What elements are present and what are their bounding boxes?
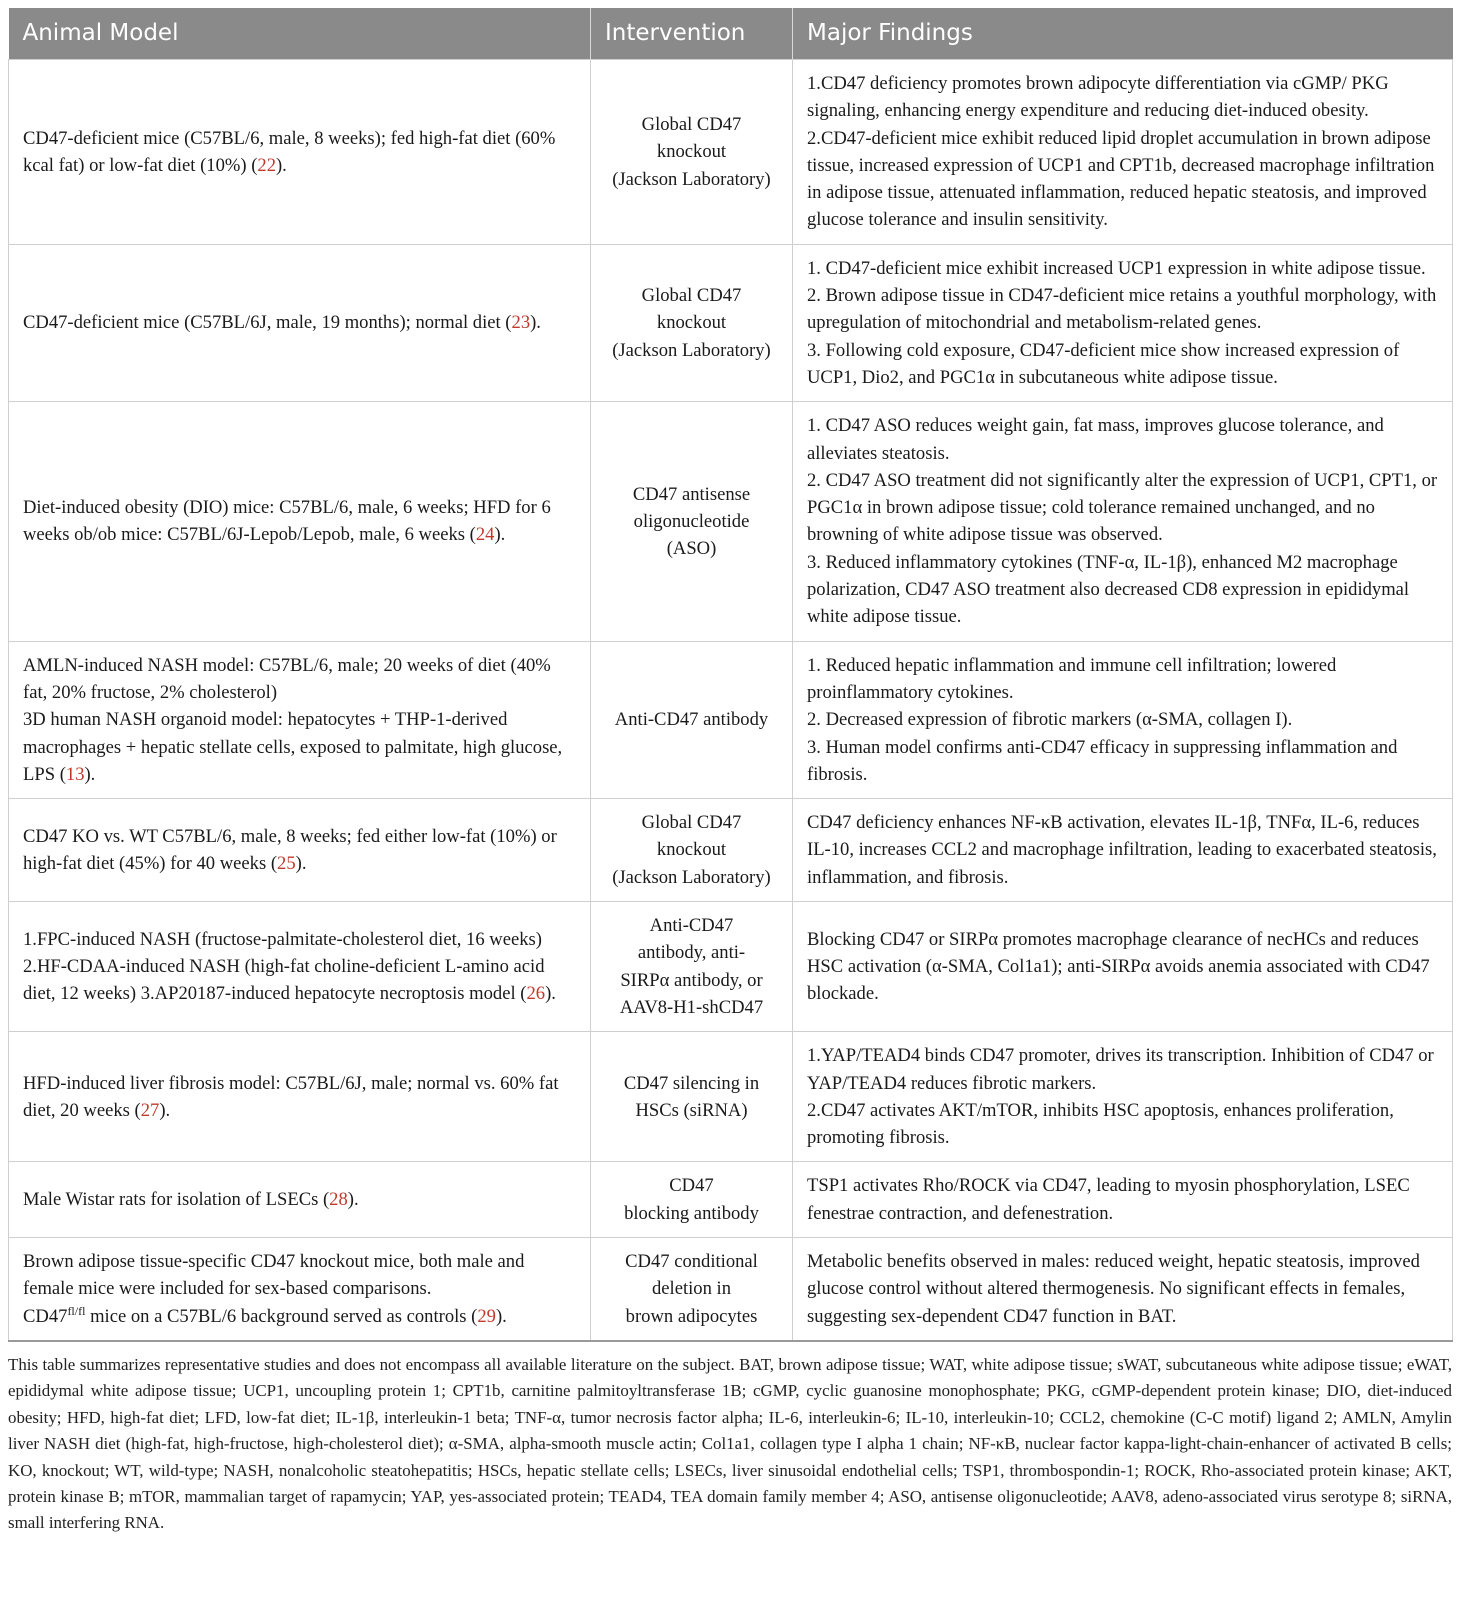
- reference-link[interactable]: 29: [477, 1305, 496, 1327]
- findings-table: [8, 8, 1453, 1342]
- finding-item: 1. CD47 ASO reduces weight gain, fat mass, improves glucose tolerance, and alleviates steatosis.: [807, 415, 1384, 464]
- table-container: [8, 8, 1452, 1537]
- animal-model-text: CD47-deficient mice (C57BL/6, male, 8 weeks); fed high-fat diet (60% kcal fat) or low-fat diet (10%) (22).: [23, 127, 556, 176]
- table-header-row: [9, 8, 1453, 60]
- animal-model-text: CD47-deficient mice (C57BL/6J, male, 19 months); normal diet (23).: [23, 312, 541, 334]
- finding-item: 2. Brown adipose tissue in CD47-deficient mice retains a youthful morphology, with upregulation of mitochondrial and metabolism-related genes.: [807, 285, 1437, 334]
- intervention-line: deletion in: [651, 1278, 731, 1300]
- animal-model-text: 1.FPC-induced NASH (fructose-palmitate-cholesterol diet, 16 weeks) 2.HF-CDAA-induced NASH (high-fat choline-deficient L-amino acid diet, 12 weeks) 3.AP20187-induced hepatocyte necroptosis model (26).: [23, 928, 556, 1005]
- major-findings-cell: [793, 799, 1453, 902]
- finding-item: TSP1 activates Rho/ROCK via CD47, leading to myosin phosphorylation, LSEC fenestrae contraction, and defenestration.: [807, 1175, 1410, 1224]
- animal-model-text: Diet-induced obesity (DIO) mice: C57BL/6, male, 6 weeks; HFD for 6 weeks ob/ob mice: C57BL/6J-Lepob/Lepob, male, 6 weeks (24).: [23, 497, 551, 546]
- table-row: [9, 902, 1453, 1032]
- intervention-line: oligonucleotide: [633, 510, 750, 532]
- intervention-line: Global CD47: [641, 812, 742, 834]
- intervention-line: (ASO): [666, 538, 717, 560]
- header-major-findings: Major Findings: [793, 8, 1453, 60]
- finding-item: 1. Reduced hepatic inflammation and immune cell infiltration; lowered proinflammatory cytokines.: [807, 654, 1337, 703]
- animal-model-line: Brown adipose tissue-specific CD47 knockout mice, both male and female mice were included for sex-based comparisons.: [23, 1250, 525, 1300]
- table-row: [9, 641, 1453, 798]
- reference-link[interactable]: 13: [65, 763, 85, 785]
- animal-model-text: HFD-induced liver fibrosis model: C57BL/6J, male; normal vs. 60% fat diet, 20 weeks (27).: [23, 1072, 559, 1121]
- intervention-line: (Jackson Laboratory): [612, 168, 771, 190]
- animal-model-cell: [9, 402, 591, 641]
- animal-model-line: AMLN-induced NASH model: C57BL/6, male; 20 weeks of diet (40% fat, 20% fructose, 2% cholesterol): [23, 654, 551, 703]
- finding-item: 1. CD47-deficient mice exhibit increased UCP1 expression in white adipose tissue.: [807, 257, 1426, 279]
- finding-item: 2. Decreased expression of fibrotic markers (α-SMA, collagen I).: [807, 709, 1293, 731]
- intervention-line: SIRPα antibody, or: [620, 969, 763, 991]
- animal-model-cell: [9, 244, 591, 401]
- finding-item: 3. Reduced inflammatory cytokines (TNF-α, IL-1β), enhanced M2 macrophage polarization, CD47 ASO treatment also decreased CD8 expression in epididymal white adipose tissue.: [807, 551, 1410, 628]
- reference-link[interactable]: 27: [140, 1099, 160, 1121]
- intervention-line: CD47 silencing in: [623, 1072, 760, 1094]
- major-findings-cell: [793, 244, 1453, 401]
- intervention-cell: [591, 244, 793, 401]
- animal-model-text: 3D human NASH organoid model: hepatocytes + THP-1-derived macrophages + hepatic stellate cells, exposed to palmitate, high glucose, LPS (13).: [23, 709, 563, 785]
- reference-link[interactable]: 26: [526, 983, 546, 1005]
- table-row: [9, 1162, 1453, 1238]
- table-row: [9, 244, 1453, 401]
- intervention-cell: [591, 60, 793, 245]
- major-findings-cell: [793, 60, 1453, 245]
- intervention-line: antibody, anti-: [637, 942, 746, 964]
- intervention-line: Global CD47: [641, 285, 742, 307]
- finding-item: 2.CD47 activates AKT/mTOR, inhibits HSC apoptosis, enhances proliferation, promoting fibrosis.: [807, 1099, 1394, 1149]
- reference-link[interactable]: 28: [329, 1189, 348, 1211]
- major-findings-cell: [793, 1032, 1453, 1162]
- finding-item: CD47 deficiency enhances NF-κB activation, elevates IL-1β, TNFα, IL-6, reduces IL-10, increases CCL2 and macrophage infiltration, leading to exacerbated steatosis, inflammation, and fibrosis.: [807, 812, 1437, 888]
- finding-item: 1.CD47 deficiency promotes brown adipocyte differentiation via cGMP/ PKG signaling, enhancing energy expenditure and reducing diet-induced obesity.: [807, 73, 1389, 122]
- intervention-cell: [591, 799, 793, 902]
- intervention-cell: [591, 1237, 793, 1340]
- reference-link[interactable]: 24: [475, 524, 495, 546]
- finding-item: Blocking CD47 or SIRPα promotes macrophage clearance of necHCs and reduces HSC activation (α-SMA, Col1a1); anti-SIRPα avoids anemia associated with CD47 blockade.: [807, 928, 1430, 1005]
- animal-model-text: $CD47^{fl/fl}$ mice on a C57BL/6 background served as controls (29).: [23, 1303, 507, 1327]
- intervention-line: HSCs (siRNA): [635, 1099, 748, 1121]
- major-findings-cell: [793, 1237, 1453, 1340]
- major-findings-cell: [793, 1162, 1453, 1238]
- table-body: [9, 60, 1453, 1341]
- reference-link[interactable]: 25: [277, 853, 296, 875]
- intervention-line: Global CD47: [641, 113, 742, 135]
- header-intervention: Intervention: [591, 8, 793, 60]
- animal-model-text: Male Wistar rats for isolation of LSECs (28).: [23, 1189, 359, 1211]
- intervention-line: Anti-CD47: [649, 915, 734, 937]
- finding-item: 3. Following cold exposure, CD47-deficient mice show increased expression of UCP1, Dio2, and PGC1α in subcutaneous white adipose tissue.: [807, 339, 1400, 388]
- table-row: [9, 799, 1453, 902]
- finding-item: 2.CD47-deficient mice exhibit reduced lipid droplet accumulation in brown adipose tissue, increased expression of UCP1 and CPT1b, decreased macrophage infiltration in adipose tissue, attenuated inflammation, reduced hepatic steatosis, and improved glucose tolerance and insulin sensitivity.: [807, 127, 1435, 231]
- table-row: [9, 1237, 1453, 1340]
- intervention-cell: [591, 1162, 793, 1238]
- animal-model-cell: [9, 641, 591, 798]
- animal-model-cell: [9, 799, 591, 902]
- table-row: [9, 60, 1453, 245]
- intervention-line: (Jackson Laboratory): [612, 866, 771, 888]
- intervention-line: knockout: [656, 839, 727, 861]
- intervention-line: CD47: [669, 1175, 714, 1197]
- intervention-line: brown adipocytes: [625, 1305, 758, 1327]
- animal-model-cell: [9, 1237, 591, 1340]
- finding-item: 1.YAP/TEAD4 binds CD47 promoter, drives its transcription. Inhibition of CD47 or YAP/TEAD4 reduces fibrotic markers.: [807, 1045, 1434, 1094]
- animal-model-cell: [9, 1032, 591, 1162]
- reference-link[interactable]: 23: [511, 312, 531, 334]
- table-row: [9, 402, 1453, 641]
- finding-item: Metabolic benefits observed in males: reduced weight, hepatic steatosis, improved glucose control without altered thermogenesis. No significant effects in females, suggesting sex-dependent CD47 function in BAT.: [807, 1250, 1420, 1327]
- intervention-cell: [591, 641, 793, 798]
- intervention-line: knockout: [656, 141, 727, 163]
- animal-model-cell: [9, 1162, 591, 1238]
- animal-model-cell: [9, 902, 591, 1032]
- reference-link[interactable]: 22: [257, 154, 276, 176]
- major-findings-cell: [793, 641, 1453, 798]
- intervention-cell: [591, 1032, 793, 1162]
- finding-item: 3. Human model confirms anti-CD47 efficacy in suppressing inflammation and fibrosis.: [807, 736, 1398, 785]
- major-findings-cell: [793, 902, 1453, 1032]
- table-footnote: This table summarizes representative studies and does not encompass all available literature on the subject. BAT, brown adipose tissue; WAT, white adipose tissue; sWAT, subcutaneous white adipose tissue; eWAT, epididymal white adipose tissue; UCP1, uncoupling protein 1; CPT1b, carnitine palmitoyltransferase 1B; cGMP, cyclic guanosine monophosphate; PKG, cGMP-dependent protein kinase; DIO, diet-induced obesity; HFD, high-fat diet; LFD, low-fat diet; IL-1β, interleukin-1 beta; TNF-α, tumor necrosis factor alpha; IL-6, interleukin-6; IL-10, interleukin-10; CCL2, chemokine (C-C motif) ligand 2; AMLN, Amylin liver NASH diet (high-fat, high-fructose, high-cholesterol diet); α-SMA, alpha-smooth muscle actin; Col1a1, collagen type I alpha 1 chain; NF-κB, nuclear factor kappa-light-chain-enhancer of activated B cells; KO, knockout; WT, wild-type; NASH, nonalcoholic steatohepatitis; HSCs, hepatic stellate cells; LSECs, liver sinusoidal endothelial cells; TSP1, thrombospondin-1; ROCK, Rho-associated protein kinase; AKT, protein kinase B; mTOR, mammalian target of rapamycin; YAP, yes-associated protein; TEAD4, TEA domain family member 4; ASO, antisense oligonucleotide; AAV8, adeno-associated virus serotype 8; siRNA, small interfering RNA.: [8, 1354, 1452, 1533]
- superscript: fl/fl: [67, 1303, 86, 1318]
- header-animal-model: Animal Model: [9, 8, 591, 60]
- intervention-line: blocking antibody: [624, 1202, 759, 1224]
- finding-item: 2. CD47 ASO treatment did not significantly alter the expression of UCP1, CPT1, or PGC1α in brown adipose tissue; cold tolerance remained unchanged, and no browning of white adipose tissue was observed.: [807, 469, 1438, 546]
- intervention-line: CD47 antisense: [632, 483, 751, 505]
- intervention-cell: [591, 902, 793, 1032]
- animal-model-cell: [9, 60, 591, 245]
- intervention-line: (Jackson Laboratory): [612, 339, 771, 361]
- intervention-line: CD47 conditional: [625, 1250, 758, 1272]
- intervention-line: Anti-CD47 antibody: [614, 709, 769, 731]
- major-findings-cell: [793, 402, 1453, 641]
- table-row: [9, 1032, 1453, 1162]
- intervention-cell: [591, 402, 793, 641]
- intervention-line: knockout: [656, 312, 727, 334]
- animal-model-text: CD47 KO vs. WT C57BL/6, male, 8 weeks; fed either low-fat (10%) or high-fat diet (45%) for 40 weeks (25).: [23, 825, 557, 875]
- intervention-line: AAV8-H1-shCD47: [619, 996, 764, 1018]
